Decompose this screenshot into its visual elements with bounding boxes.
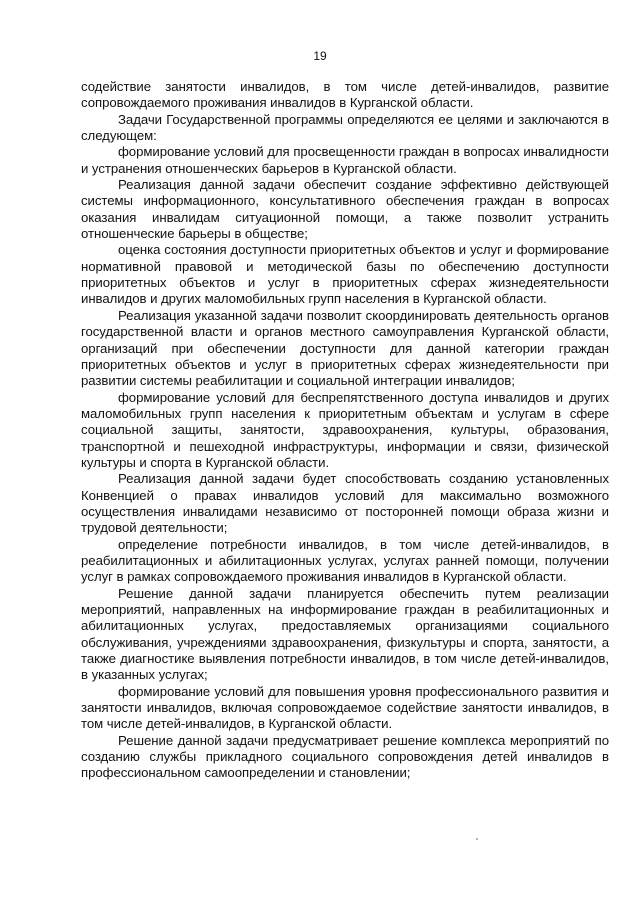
- paragraph-task-awareness: формирование условий для просвещенности граждан в вопросах инвалидности и устранения отношенческих барьеров в Курганской области.: [81, 144, 609, 176]
- paragraph-continuation: содействие занятости инвалидов, в том числе детей-инвалидов, развитие сопровождаемого проживания инвалидов в Курганской области.: [81, 79, 609, 111]
- paragraph-task-accessibility-assessment: оценка состояния доступности приоритетных объектов и услуг и формирование нормативной правовой и методической базы по обеспечению доступности приоритетных объектов и услуг в приоритетных сферах жизнедеятельности инвалидов и других маломобильных групп населения в Курганской области.: [81, 242, 609, 307]
- paragraph-task-employment: формирование условий для повышения уровня профессионального развития и занятости инвалидов, включая сопровождаемое содействие занятости инвалидов, в том числе детей-инвалидов, в Курганской области.: [81, 683, 609, 732]
- paragraph-task-barrier-free-result: Реализация данной задачи будет способствовать созданию установленных Конвенцией о правах инвалидов условий для максимально возможного осуществления инвалидами независимо от посторонней помощи образа жизни и трудовой деятельности;: [81, 471, 609, 536]
- paragraph-task-awareness-result: Реализация данной задачи обеспечит создание эффективно действующей системы информационного, консультативного обеспечения граждан в вопросах оказания инвалидам ситуационной помощи, а также позволит устранить отношенческие барьеры в обществе;: [81, 177, 609, 242]
- paragraph-task-barrier-free-access: формирование условий для беспрепятственного доступа инвалидов и других маломобильных групп населения к приоритетным объектам и услугам в сфере социальной защиты, занятости, здравоохранения, культуры, образования, транспортной и пешеходной инфраструктуры, информации и связи, физической культуры и спорта в Курганской области.: [81, 389, 609, 470]
- paragraph-task-needs-assessment: определение потребности инвалидов, в том числе детей-инвалидов, в реабилитационных и абилитационных услугах, услугах ранней помощи, получении услуг в рамках сопровождаемого проживания инвалидов в Курганской области.: [81, 536, 609, 585]
- document-body: [81, 79, 609, 782]
- scan-speck: [476, 838, 478, 840]
- page-number: 19: [313, 49, 327, 63]
- paragraph-task-needs-solution: Решение данной задачи планируется обеспечить путем реализации мероприятий, направленных на информирование граждан в реабилитационных и абилитационных услугах, предоставляемых организациями социального обслуживания, учреждениями здравоохранения, физкультуры и спорта, занятости, а также диагностике выявления потребности инвалидов, в том числе детей-инвалидов, в указанных услугах;: [81, 585, 609, 683]
- paragraph-task-employment-solution: Решение данной задачи предусматривает решение комплекса мероприятий по созданию службы прикладного социального сопровождения детей инвалидов в профессиональном самоопределении и становлении;: [81, 732, 609, 781]
- paragraph-tasks-intro: Задачи Государственной программы определяются ее целями и заключаются в следующем:: [81, 111, 609, 144]
- paragraph-task-accessibility-result: Реализация указанной задачи позволит скоординировать деятельность органов государственной власти и органов местного самоуправления Курганской области, организаций при обеспечении доступности для данной категории граждан приоритетных объектов и услуг в приоритетных сферах жизнедеятельности при развитии системы реабилитации и социальной интеграции инвалидов;: [81, 307, 609, 389]
